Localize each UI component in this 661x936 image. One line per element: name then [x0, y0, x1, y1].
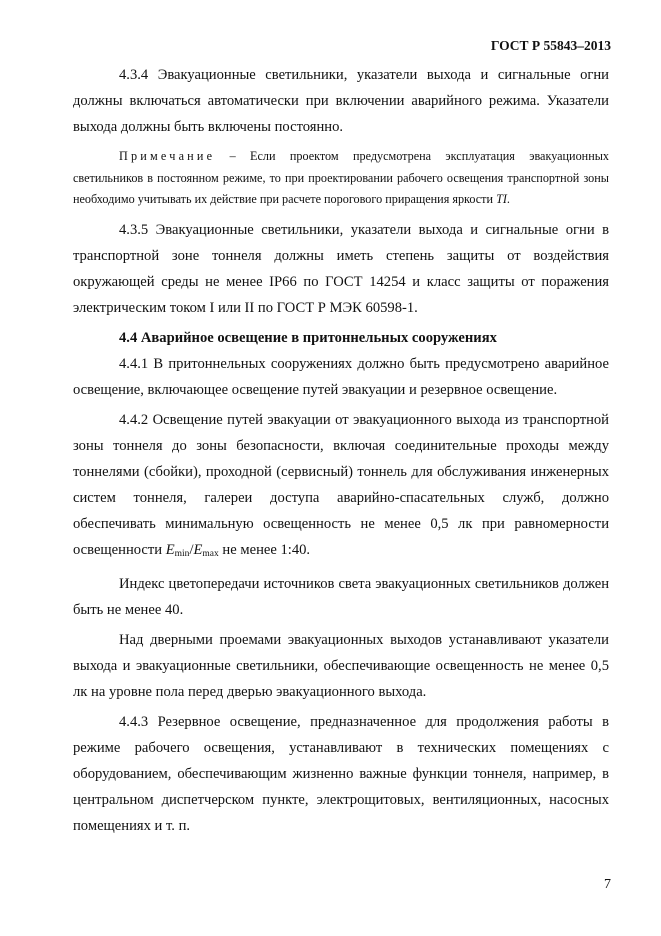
- e-min-symbol: E: [165, 541, 175, 558]
- note-variable: TI: [496, 192, 507, 206]
- note-label: Примечание: [119, 149, 216, 163]
- document-header: ГОСТ Р 55843–2013: [490, 38, 611, 53]
- note-text: Если проектом предусмотрена эксплуатация эвакуационных светильников в постоянном режиме, то при проектировании рабочего освещения транспортной зоны необходимо учитывать их действие при расчете порогового приращения яркости: [73, 149, 609, 206]
- paragraph-color-rendering: Индекс цветопередачи источников света эвакуационных светильников должен быть не менее 40.: [73, 575, 609, 618]
- paragraph-4-3-4: 4.3.4 Эвакуационные светильники, указатели выхода и сигнальные огни должны включаться автоматически при включении аварийного режима. Указатели выхода должны быть включены постоянно.: [73, 67, 609, 135]
- note: [73, 146, 609, 211]
- ratio-slash: /: [189, 541, 194, 558]
- section-heading-4-4: 4.4 Аварийное освещение в притоннельных сооружениях: [119, 329, 497, 346]
- paragraph-4-4-2-text: 4.4.2 Освещение путей эвакуации от эвакуационного выхода из транспортной зоны тоннеля до зоны безопасности, включая соединительные проходы между тоннелями (сбойки), проходной (сервисный) тоннель для обслуживания инженерных систем тоннеля, галереи доступа аварийно-спасательных служб, должно обеспечивать минимальную освещенность не менее 0,5 лк при равномерности освещенности: [73, 411, 609, 558]
- paragraph-4-4-3: 4.4.3 Резервное освещение, предназначенное для продолжения работы в режиме рабочего освещения, устанавливают в технических помещениях с оборудованием, обеспечивающим жизненно важные функции тоннеля, например, в центральном диспетчерском пункте, электрощитовых, вентиляционных, насосных помещениях и т. п.: [73, 713, 609, 834]
- page-number: 7: [604, 877, 611, 892]
- paragraph-4-4-2: [73, 407, 609, 567]
- paragraph-exit-doors: Над дверными проемами эвакуационных выходов устанавливают указатели выхода и эвакуационные светильники, обеспечивающие освещенность не менее 0,5 лк на уровне пола перед дверью эвакуационного выхода.: [73, 631, 609, 700]
- min-subscript: min: [174, 548, 190, 559]
- note-dash: –: [215, 149, 251, 163]
- max-subscript: max: [202, 548, 219, 559]
- e-max-symbol: E: [193, 541, 203, 558]
- document-body: [73, 62, 609, 839]
- paragraph-4-4-1: 4.4.1 В притоннельных сооружениях должно быть предусмотрено аварийное освещение, включающее освещение путей эвакуации и резервное освещение.: [73, 355, 609, 398]
- paragraph-4-3-5: 4.3.5 Эвакуационные светильники, указатели выхода и сигнальные огни в транспортной зоне тоннеля должны иметь степень защиты от воздействия окружающей среды не менее IP66 по ГОСТ 14254 и класс защиты от поражения электрическим током I или II по ГОСТ Р МЭК 60598-1.: [73, 221, 609, 316]
- paragraph-4-4-2-tail: не менее 1:40.: [218, 541, 311, 558]
- note-end: .: [506, 192, 510, 206]
